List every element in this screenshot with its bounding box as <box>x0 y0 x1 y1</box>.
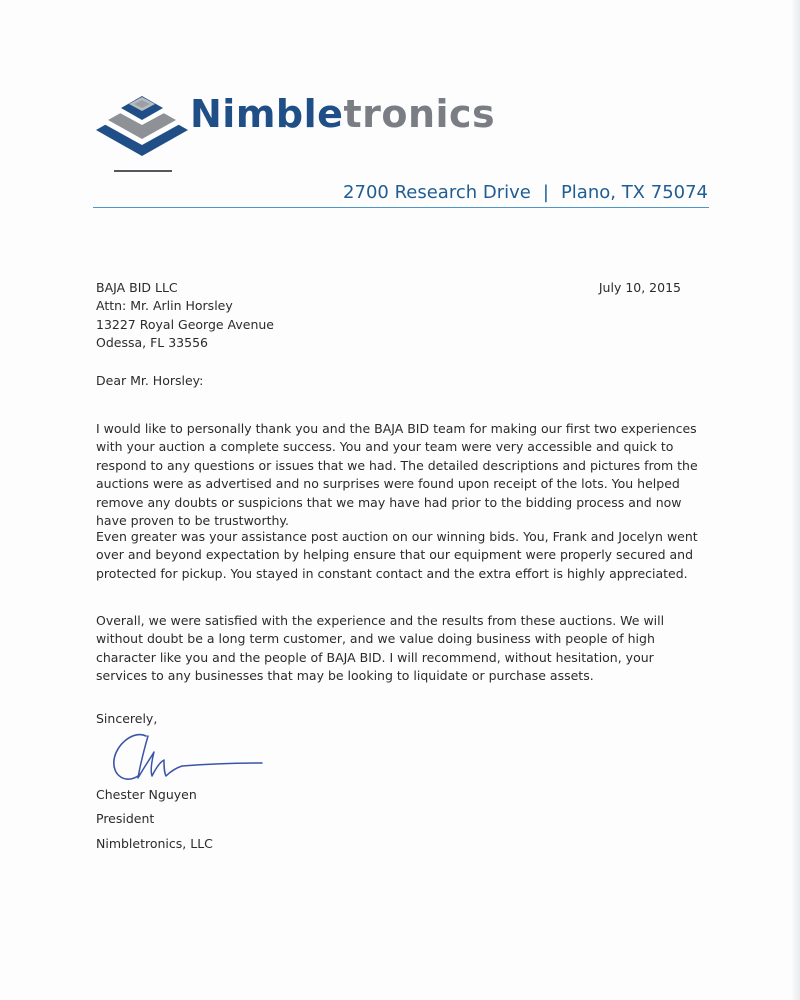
recipient-street: 13227 Royal George Avenue <box>96 316 274 332</box>
body-paragraph-1: I would like to personally thank you and the BAJA BID team for making our first two experiences with your auction a complete success. You and your team were very accessible and quick to respond to any questions or issues that we had. The detailed descriptions and pictures from the auctions were as advertised and no surprises were found upon receipt of the lots. You helped remove any doubts or suspicions that we may have had prior to the bidding process and now have proven to be trustworthy. <box>96 421 698 529</box>
letterhead-street: 2700 Research Drive <box>343 182 531 203</box>
recipient-address-block <box>96 279 274 353</box>
recipient-attention: Attn: Mr. Arlin Horsley <box>96 298 233 314</box>
letterhead-city: Plano, TX 75074 <box>560 182 708 203</box>
signer-company: Nimbletronics, LLC <box>96 836 213 851</box>
closing: Sincerely, <box>96 711 158 726</box>
handwritten-signature <box>108 726 268 786</box>
company-logo-icon <box>94 84 190 174</box>
letterhead-separator: | <box>542 182 549 203</box>
recipient-company: BAJA BID LLC <box>96 280 178 295</box>
letter-date: July 10, 2015 <box>598 280 681 295</box>
wordmark-part-2: tronics <box>343 92 496 136</box>
wordmark-part-1: Nimble <box>190 92 344 136</box>
letterhead-rule <box>93 207 709 208</box>
recipient-city: Odessa, FL 33556 <box>96 335 208 351</box>
letterhead-address <box>320 182 708 203</box>
body-paragraph-3: Overall, we were satisfied with the experience and the results from these auctions. We will without doubt be a long term customer, and we value doing business with people of high character like you and the people of BAJA BID. I will recommend, without hesitation, your services to any businesses that may be looking to liquidate or purchase assets. <box>96 613 665 684</box>
company-wordmark <box>190 92 495 136</box>
signer-name: Chester Nguyen <box>96 787 197 802</box>
body-paragraph-2: Even greater was your assistance post auction on our winning bids. You, Frank and Jocelyn went over and beyond expectation by helping ensure that our equipment were properly secured and protected for pickup. You stayed in constant contact and the extra effort is highly appreciated. <box>96 529 698 581</box>
salutation: Dear Mr. Horsley: <box>96 373 204 388</box>
signer-title: President <box>96 811 155 826</box>
